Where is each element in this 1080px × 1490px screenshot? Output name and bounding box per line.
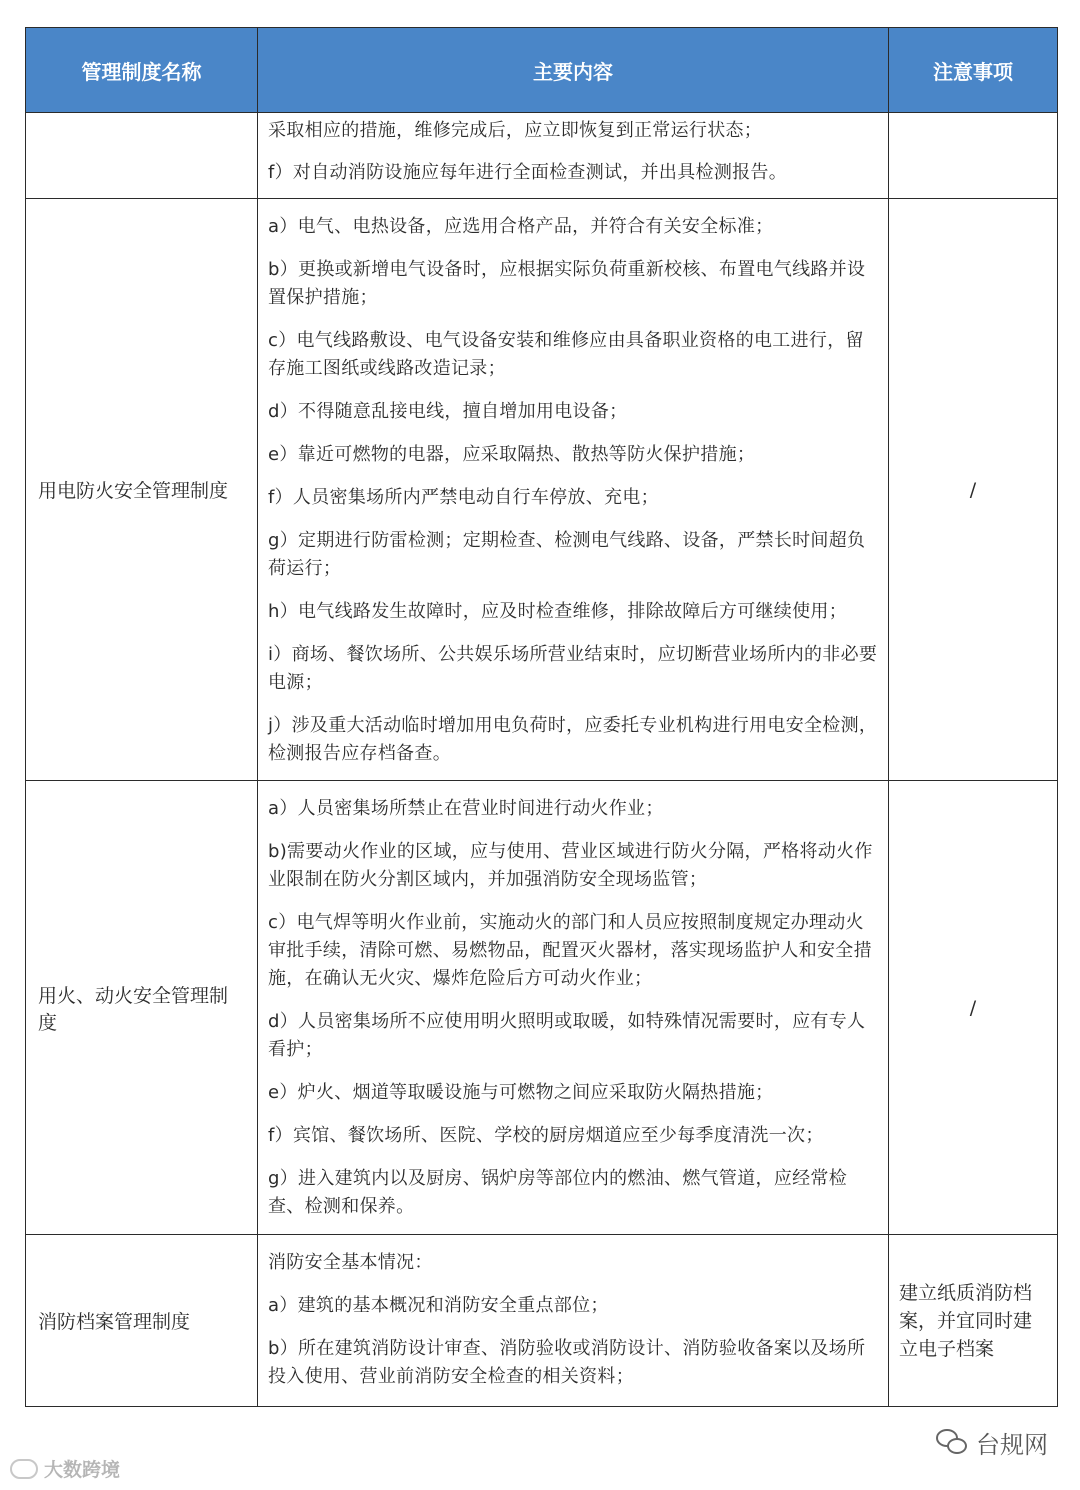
content-item: c）电气线路敷设、电气设备安装和维修应由具备职业资格的电工进行，留存施工图纸或线路改造记录； <box>268 330 864 379</box>
row-note <box>889 113 1058 199</box>
content-item: g）定期进行防雷检测；定期检查、检测电气线路、设备，严禁长时间超负荷运行； <box>268 530 866 579</box>
wechat-icon <box>936 1429 968 1457</box>
row-content <box>258 199 889 781</box>
row-name: 用火、动火安全管理制度 <box>26 781 258 1235</box>
table-row <box>26 199 1058 781</box>
brand-text: 台规网 <box>976 1431 1048 1459</box>
content-item: e）炉火、烟道等取暖设施与可燃物之间应采取防火隔热措施； <box>268 1082 774 1103</box>
content-item: 采取相应的措施，维修完成后，应立即恢复到正常运行状态； <box>268 120 763 141</box>
content-item: e）靠近可燃物的电器，应采取隔热、散热等防火保护措施； <box>268 444 756 465</box>
row-note: / <box>889 781 1058 1235</box>
table-row <box>26 113 1058 199</box>
row-content <box>258 1235 889 1407</box>
content-item: g）进入建筑内以及厨房、锅炉房等部位内的燃油、燃气管道，应经常检查、检测和保养。 <box>268 1168 848 1217</box>
table-header-row <box>26 28 1058 113</box>
row-name <box>26 113 258 199</box>
content-item: c）电气焊等明火作业前，实施动火的部门和人员应按照制度规定办理动火审批手续，清除可燃、易燃物品，配置灭火器材，落实现场监护人和安全措施，在确认无火灾、爆炸危险后方可动火作业； <box>268 912 872 989</box>
content-item: i）商场、餐饮场所、公共娱乐场所营业结束时，应切断营业场所内的非必要电源； <box>268 644 878 693</box>
content-item: f）宾馆、餐饮场所、医院、学校的厨房烟道应至少每季度清洗一次； <box>268 1125 824 1146</box>
header-notes: 注意事项 <box>889 28 1058 113</box>
header-content: 主要内容 <box>258 28 889 113</box>
table-row <box>26 781 1058 1235</box>
regulation-table <box>25 27 1058 1407</box>
content-item: b）所在建筑消防设计审查、消防验收或消防设计、消防验收备案以及场所投入使用、营业前消防安全检查的相关资料； <box>268 1338 866 1387</box>
weibo-logo-icon <box>10 1459 38 1479</box>
content-item: d）人员密集场所不应使用明火照明或取暖，如特殊情况需要时，应有专人看护； <box>268 1011 866 1060</box>
content-item: b)需要动火作业的区域，应与使用、营业区域进行防火分隔，严格将动火作业限制在防火分割区域内，并加强消防安全现场监管； <box>268 841 873 890</box>
source-watermark <box>10 1455 120 1482</box>
content-item: a）建筑的基本概况和消防安全重点部位； <box>268 1295 609 1316</box>
content-item: d）不得随意乱接电线，擅自增加用电设备； <box>268 401 628 422</box>
row-name: 消防档案管理制度 <box>26 1235 258 1407</box>
content-item: 消防安全基本情况： <box>268 1252 433 1273</box>
content-item: f）人员密集场所内严禁电动自行车停放、充电； <box>268 487 659 508</box>
content-item: j）涉及重大活动临时增加用电负荷时，应委托专业机构进行用电安全检测，检测报告应存档备查。 <box>268 715 878 764</box>
brand-signature <box>936 1425 1048 1460</box>
content-item: f）对自动消防设施应每年进行全面检查测试，并出具检测报告。 <box>268 162 788 183</box>
content-item: h）电气线路发生故障时，应及时检查维修，排除故障后方可继续使用； <box>268 601 848 622</box>
content-item: a）电气、电热设备，应选用合格产品，并符合有关安全标准； <box>268 216 774 237</box>
header-name: 管理制度名称 <box>26 28 258 113</box>
content-item: b）更换或新增电气设备时，应根据实际负荷重新校核、布置电气线路并设置保护措施； <box>268 259 866 308</box>
row-content <box>258 113 889 199</box>
watermark-text: 大数跨境 <box>44 1459 121 1481</box>
content-item: a）人员密集场所禁止在营业时间进行动火作业； <box>268 798 664 819</box>
row-note: 建立纸质消防档案，并宜同时建立电子档案 <box>889 1235 1058 1407</box>
row-note: / <box>889 199 1058 781</box>
row-name: 用电防火安全管理制度 <box>26 199 258 781</box>
table-row <box>26 1235 1058 1407</box>
row-content <box>258 781 889 1235</box>
